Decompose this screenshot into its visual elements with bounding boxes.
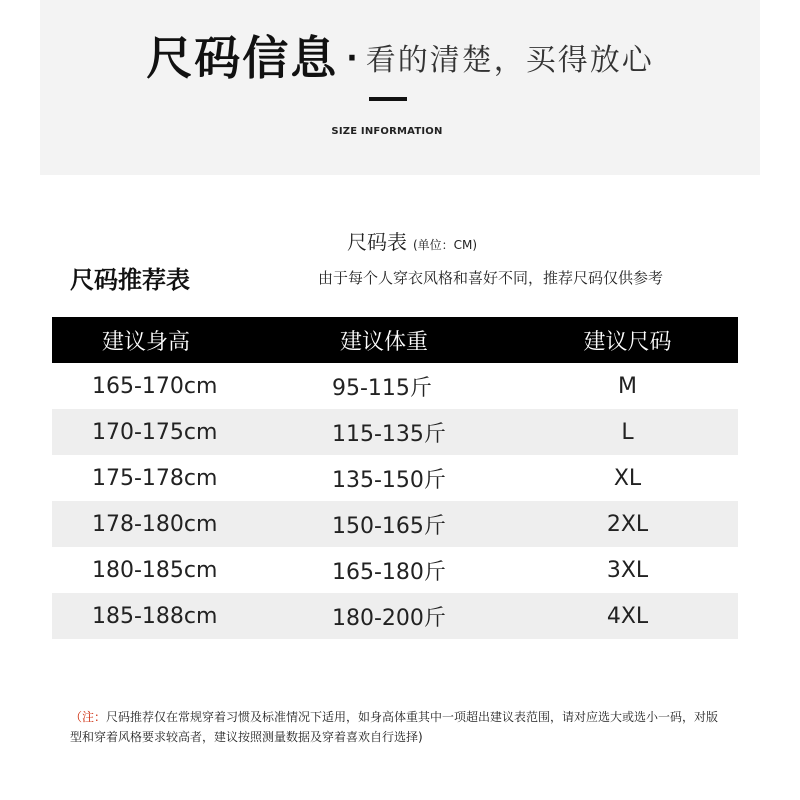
- weight-cell: 180-200斤: [332, 605, 446, 631]
- size-cell: XL: [613, 465, 642, 491]
- table-caption-label: 尺码表: [347, 230, 407, 254]
- column-header-size: 建议尺码: [583, 329, 672, 355]
- footnote-prefix: （注：: [70, 710, 107, 724]
- weight-cell: 95-115斤: [332, 375, 432, 401]
- recommend-note: 由于每个人穿衣风格和喜好不同，推荐尺码仅供参考: [318, 269, 664, 287]
- size-cell: 3XL: [606, 557, 649, 583]
- size-table: [52, 317, 738, 639]
- table-header: [52, 317, 738, 363]
- size-cell: L: [621, 419, 634, 445]
- table-row: [52, 501, 738, 547]
- size-cell: 4XL: [606, 603, 649, 629]
- table-caption: [347, 226, 477, 255]
- table-row: [52, 593, 738, 639]
- table-row: [52, 409, 738, 455]
- column-header-weight: 建议体重: [340, 329, 429, 355]
- recommend-title: 尺码推荐表: [70, 266, 190, 294]
- table-row: [52, 547, 738, 593]
- height-cell: 178-180cm: [92, 511, 218, 537]
- title-underline: [369, 97, 407, 101]
- table-caption-unit: (单位：CM): [413, 238, 478, 252]
- size-cell: M: [618, 373, 637, 399]
- height-cell: 180-185cm: [92, 557, 218, 583]
- footnote: [70, 707, 730, 747]
- table-row: [52, 455, 738, 501]
- height-cell: 165-170cm: [92, 373, 218, 399]
- height-cell: 175-178cm: [92, 465, 218, 491]
- height-cell: 185-188cm: [92, 603, 218, 629]
- column-header-height: 建议身高: [102, 329, 191, 355]
- footnote-text: 尺码推荐仅在常规穿着习惯及标准情况下适用，如身高体重其中一项超出建议表范围，请对应选大或选小一码，对版型和穿着风格要求较高者，建议按照测量数据及穿着喜欢自行选择): [70, 710, 719, 744]
- weight-cell: 150-165斤: [332, 513, 446, 539]
- weight-cell: 165-180斤: [332, 559, 446, 585]
- title-main: 尺码信息: [146, 31, 339, 85]
- title-sub: 看的清楚，买得放心: [365, 43, 654, 78]
- page-title: [0, 22, 800, 88]
- size-cell: 2XL: [606, 511, 649, 537]
- weight-cell: 115-135斤: [332, 421, 446, 447]
- weight-cell: 135-150斤: [332, 467, 446, 493]
- subtitle-en: SIZE INFORMATION: [331, 126, 443, 137]
- height-cell: 170-175cm: [92, 419, 218, 445]
- table-row: [52, 363, 738, 409]
- title-dot: ·: [346, 41, 358, 76]
